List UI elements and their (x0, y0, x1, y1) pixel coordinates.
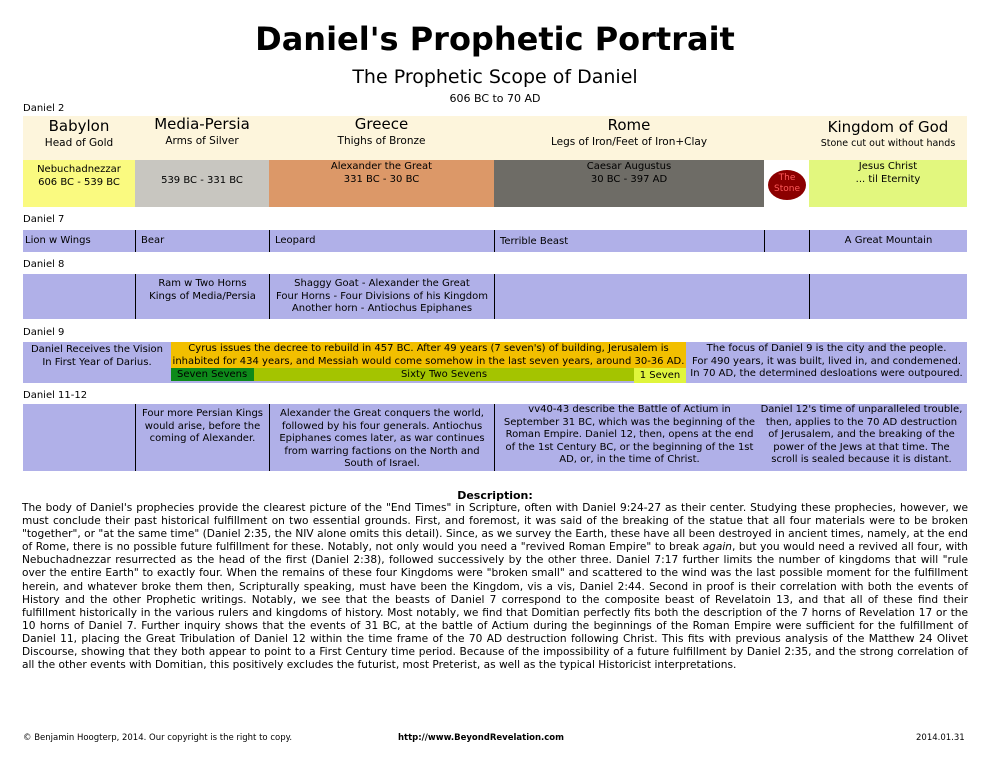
actium-line: AD, or, in the time of Christ. (559, 454, 700, 465)
seven-sevens-bar: Seven Sevens (171, 368, 254, 381)
ram-cell (135, 274, 269, 319)
focus-line: The focus of Daniel 9 is the city and the people. (706, 343, 947, 354)
focus-cell (686, 342, 967, 383)
section-label-daniel-9: Daniel 9 (23, 327, 65, 338)
empire-media-persia (135, 115, 269, 147)
persian-line: coming of Alexander. (149, 433, 256, 444)
decree-line: Cyrus issues the decree to rebuild in 457 BC. After 49 years (7 seven's) of building, Jerusalem is (188, 343, 669, 354)
trouble-line: scroll is sealed because it is distant. (771, 454, 952, 465)
persian-line: would arise, before the (144, 420, 261, 432)
description-body (22, 502, 968, 672)
focus-line: In 70 AD, the determined desloations were outpoured. (690, 368, 963, 379)
alexander-line: Alexander the Great conquers the world, (280, 408, 484, 419)
decree-line: inhabited for 434 years, and Messiah would come somehow in the last seven years, around 30-36 AD. (172, 355, 685, 367)
description-emphasis: again (702, 541, 732, 554)
empire-babylon (23, 117, 135, 149)
divider (494, 274, 495, 319)
actium-line: of the 1st Century BC, or the beginning of the 1st (505, 441, 754, 453)
empire-name: Greece (354, 115, 409, 133)
beast-great-mountain: A Great Mountain (809, 230, 967, 252)
vision-cell (23, 342, 171, 383)
actium-line: September 31 BC, which was the beginning of the (503, 416, 756, 428)
actium-cell (494, 404, 764, 471)
empire-metal: Stone cut out without hands (820, 138, 956, 149)
empire-metal: Legs of Iron/Feet of Iron+Clay (550, 136, 708, 148)
trouble-line: Daniel 12's time of unparalleled trouble, (760, 404, 963, 415)
goat-line: Another horn - Antiochus Epiphanes (291, 303, 473, 314)
section-label-daniel-7: Daniel 7 (23, 214, 65, 225)
section-label-daniel-2: Daniel 2 (23, 103, 65, 114)
date-range: 606 BC to 70 AD (449, 92, 541, 105)
sixty-two-sevens-bar: Sixty Two Sevens (254, 368, 634, 381)
focus-line: For 490 years, it was built, lived in, and condemened. (691, 355, 962, 367)
empire-kingdom-of-god (809, 118, 967, 149)
ruler-nebuchadnezzar (23, 160, 135, 207)
divider (764, 230, 765, 252)
stone-circle: The Stone (768, 170, 806, 200)
section-label-daniel-8: Daniel 8 (23, 259, 65, 270)
empire-metal: Thighs of Bronze (337, 135, 426, 147)
beast-terrible: Terrible Beast (494, 230, 568, 252)
ruler-dates: ... til Eternity (855, 173, 921, 185)
trouble-line: of Jerusalem, and the breaking of the (768, 429, 955, 440)
beast-lion: Lion w Wings (25, 235, 91, 246)
ruler-dates: 331 BC - 30 BC (343, 173, 420, 185)
ruler-name: Alexander the Great (330, 161, 433, 172)
ruler-dates: 30 BC - 397 AD (590, 173, 668, 185)
trouble-line: power of the Jews at that time. The (773, 441, 950, 453)
ruler-dates: 539 BC - 331 BC (161, 175, 243, 186)
trouble-line: then, applies to the 70 AD destruction (765, 416, 958, 428)
section-label-daniel-11-12: Daniel 11-12 (23, 390, 88, 401)
divider (809, 274, 810, 319)
ruler-name: Caesar Augustus (586, 161, 672, 172)
persian-line: Four more Persian Kings (141, 408, 264, 419)
footer-url[interactable]: http://www.BeyondRevelation.com (398, 733, 564, 743)
ruler-name: Nebuchadnezzar (37, 164, 121, 175)
alexander-line: from warring factions on the North and (284, 445, 480, 457)
actium-line: Roman Empire. Daniel 12, then, opens at the end (505, 429, 754, 440)
empire-name: Kingdom of God (827, 118, 949, 136)
page-title: Daniel's Prophetic Portrait (255, 20, 735, 58)
description-heading: Description: (457, 489, 533, 502)
description-text: The body of Daniel's prophecies provide the clearest picture of the "End Times" in Scripture, often with Daniel 9:24-27 as their center. Studying these prophecies, however, we must conclude their past historical fulfillment on two essential grounds. First, and foremost, it was said of the breaking of the statue that all four materials were to be broken "together", or "at the same time" (Daniel 2:35, the NIV alone omits this detail). Since, as we survey the Earth, these have all been destroyed in ancient times, namely, at the end of Rome, there is no possible future fulfillment for these. Notably, not only would you need a "revived Roman Empire" to break (22, 502, 968, 554)
empire-name: Babylon (48, 117, 110, 135)
empire-metal: Arms of Silver (165, 135, 239, 147)
empire-rome (494, 116, 764, 148)
vision-line: In First Year of Darius. (42, 356, 152, 368)
empire-name: Media-Persia (154, 115, 250, 133)
footer-date: 2014.01.31 (916, 733, 965, 743)
empire-greece (269, 115, 494, 147)
beast-leopard: Leopard (269, 230, 315, 252)
alexander-line: followed by his four generals. Antiochus (281, 420, 483, 432)
ruler-dates: 606 BC - 539 BC (38, 176, 120, 188)
empire-metal: Head of Gold (44, 137, 114, 149)
ram-line: Ram w Two Horns (158, 278, 247, 289)
alexander-line: South of Israel. (344, 458, 420, 469)
alexander-line: Epiphanes comes later, as war continues (279, 433, 485, 444)
decree-cell (171, 342, 686, 368)
empire-name: Rome (607, 116, 651, 134)
goat-line: Four Horns - Four Divisions of his Kingdom (276, 290, 488, 302)
page-subtitle: The Prophetic Scope of Daniel (352, 66, 638, 88)
ruler-caesar-augustus (494, 160, 764, 207)
trouble-cell (756, 404, 967, 471)
ruler-name: Jesus Christ (858, 161, 918, 172)
ruler-jesus-christ (809, 160, 967, 207)
ruler-alexander (269, 160, 494, 207)
one-seven-bar: 1 Seven (634, 368, 686, 383)
ruler-media-persia (135, 160, 269, 207)
footer-copyright: © Benjamin Hoogterp, 2014. Our copyright is the right to copy. (23, 733, 293, 743)
goat-cell (269, 274, 494, 319)
actium-line: vv40-43 describe the Battle of Actium in (528, 404, 731, 415)
ram-line: Kings of Media/Persia (149, 290, 256, 302)
persian-kings-cell (135, 404, 269, 471)
vision-line: Daniel Receives the Vision (30, 344, 164, 355)
description-text: , but you would need a revived all four, with Nebuchadnezzar resurrected as the head of the first (Daniel 2:38), followed successively by the other three. Daniel 7:17 further limits the number of kingdoms that will "rule over the entire Earth" to exactly four. When the remains of these four Kingdoms were "broken small" and scattered to the wind was the last possible moment for the fulfillment herein, and whatever broke them then, Scripturally speaking, must have been the Kingdom, vis a vis, Daniel 2:44. Second in proof is their correlation with both the events of History and the other Prophetic writings. Notably, we see that the beasts of Daniel 7 correspond to the composite beast of Revelatoin 13, and that all of these find their fulfillment historically in the various rulers and kingdoms of history. Most notably, we find that Domitian perfectly fits both the description of the 7 horns of Revelation 17 or the 10 horns of Daniel 7. Further inquiry shows that the events of 31 BC, at the battle of Actium during the beginnings of the Roman Empire were sufficient for the fulfillment of Daniel 11, placing the Great Tribulation of Daniel 12 within the time frame of the 70 AD destruction following Christ. This fits with previous analysis of the Matthew 24 Olivet Discourse, showing that they both appear to point to a First Century time period. Because of the impossibility of a future fulfillment by Daniel 2:35, and the strong correlation of all the other events with Domitian, this positively excludes the futurist, most Preterist, as well as the typical Historicist interpretations. (22, 541, 968, 672)
goat-line: Shaggy Goat - Alexander the Great (294, 278, 470, 289)
alexander-cell (269, 404, 494, 471)
beast-bear: Bear (135, 230, 164, 252)
